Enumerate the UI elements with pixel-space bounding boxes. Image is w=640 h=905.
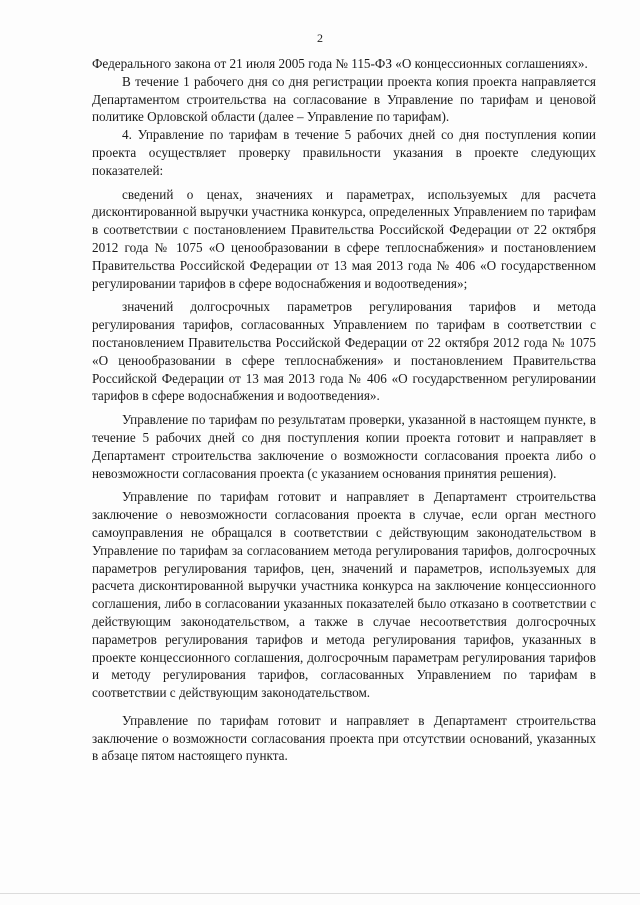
- scan-edge-line: [0, 893, 640, 894]
- paragraph-possibility: Управление по тарифам готовит и направляет в Департамент строительства заключение о возможности согласования проекта при отсутствии оснований, указанных в абзаце пятом настоящего пункта.: [92, 712, 596, 764]
- paragraph-prices-info: сведений о ценах, значениях и параметрах, используемых для расчета дисконтированной выручки участника конкурса, определенных Управлением по тарифам в соответствии с постановлением Правительства Российской Федерации от 22 октября 2012 года № 1075 «О ценообразовании в сфере теплоснабжения» и постановлением Правительства Российской Федерации от 13 мая 2013 года № 406 «О государственном регулировании тарифов в сфере водоснабжения и водоотведения»;: [92, 186, 596, 291]
- paragraph-law-reference: Федерального закона от 21 июля 2005 года № 115-ФЗ «О концессионных соглашениях».: [92, 56, 588, 71]
- paragraph-check-results: Управление по тарифам по результатам проверки, указанной в настоящем пункте, в течение 5 рабочих дней со дня поступления копии проекта готовит и направляет в Департамент строительства заключение о возможности согласования проекта либо о невозможности согласования проекта (с указанием основания принятия решения).: [92, 412, 596, 481]
- paragraph-impossibility: Управление по тарифам готовит и направляет в Департамент строительства заключение о невозможности согласования проекта в случае, если орган местного самоуправления не обращался в соответствии с действующим законодательством в Управление по тарифам за согласованием метода регулирования тарифов, долгосрочных параметров регулирования тарифов, цен, значений и параметров, используемых для расчета дисконтированной выручки участника конкурса на заключение концессионного соглашения, либо в согласовании указанных показателей было отказано в соответствии с действующим законодательством, а также в случае несоответствия долгосрочных параметров регулирования тарифов и метода регулирования тарифов, указанных в проекте концессионного соглашения, долгосрочным параметрам регулирования тарифов и методу регулирования тарифов, согласованных Управлением по тарифам в соответствии с действующим законодательством.: [92, 489, 596, 701]
- document-body: [92, 55, 596, 765]
- paragraph-longterm-params: значений долгосрочных параметров регулирования тарифов и метода регулирования тарифов, согласованных Управлением по тарифам в соответствии с постановлением Правительства Российской Федерации от 22 октября 2012 года № 1075 «О ценообразовании в сфере теплоснабжения» и постановлением Правительства Российской Федерации от 13 мая 2013 года № 406 «О государственном регулировании тарифов в сфере водоснабжения и водоотведения».: [92, 299, 596, 404]
- paragraph-copy-sent: В течение 1 рабочего дня со дня регистрации проекта копия проекта направляется Департаментом строительства на согласование в Управление по тарифам и ценовой политике Орловской области (далее – Управление по тарифам).: [92, 73, 596, 125]
- page-number: 2: [317, 31, 323, 45]
- paragraph-item-4: 4. Управление по тарифам в течение 5 рабочих дней со дня поступления копии проекта осуществляет проверку правильности указания в проекте следующих показателей:: [92, 127, 596, 178]
